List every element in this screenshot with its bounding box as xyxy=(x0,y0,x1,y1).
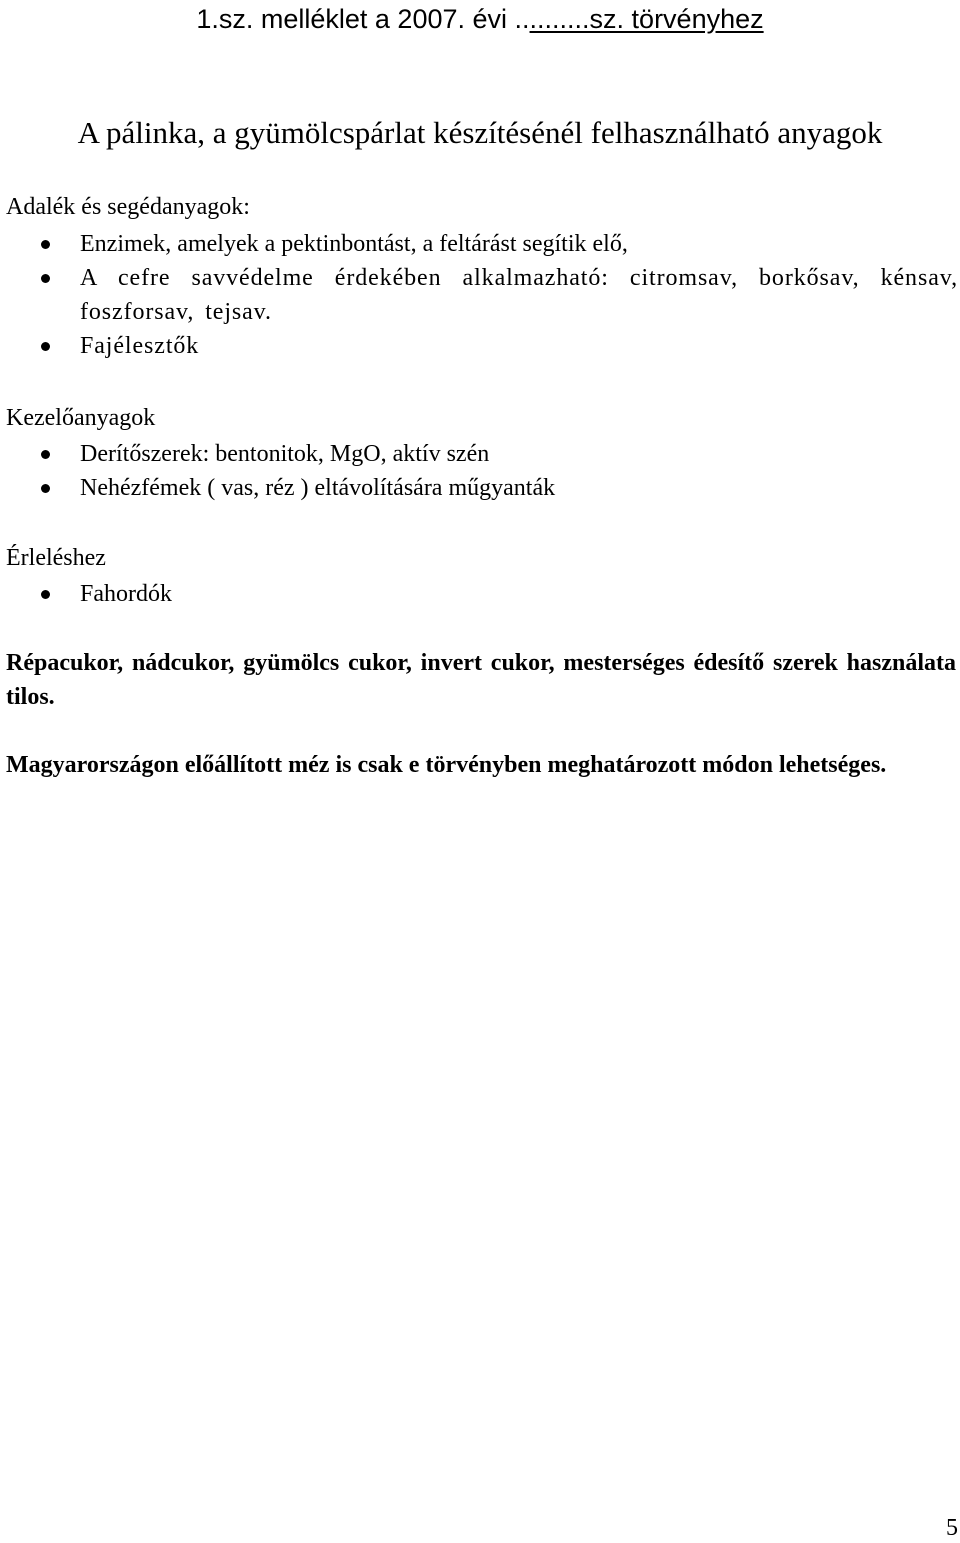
list-item xyxy=(0,329,960,363)
list-item-text: Fajélesztők xyxy=(80,333,200,359)
list-item-text: Nehézfémek ( vas, réz ) eltávolítására műgyanták xyxy=(80,475,556,501)
sugar-ban-paragraph: Répacukor, nádcukor, gyümölcs cukor, invert cukor, mesterséges édesítő szerek használata tilos. xyxy=(6,650,956,710)
bullet-icon xyxy=(41,450,50,459)
additives-list xyxy=(0,227,960,363)
annex-header-prefix: 1.sz. melléklet a 2007. évi .. xyxy=(196,4,530,34)
list-item xyxy=(0,471,960,505)
page-number: 5 xyxy=(946,1515,958,1541)
list-item-text: A cefre savvédelme érdekében alkalmazható: citromsav, borkősav, kénsav, foszforsav, tejsav. xyxy=(80,265,958,325)
list-item-text: Enzimek, amelyek a pektinbontást, a feltárást segítik elő, xyxy=(80,231,628,257)
bullet-icon xyxy=(41,484,50,493)
bullet-icon xyxy=(41,590,50,599)
list-item xyxy=(0,437,960,471)
aging-heading: Érleléshez xyxy=(6,545,106,571)
honey-paragraph: Magyarországon előállított méz is csak e törvényben meghatározott módon lehetséges. xyxy=(6,752,887,778)
treatment-list xyxy=(0,437,960,505)
bullet-icon xyxy=(41,240,50,249)
list-item-text: Fahordók xyxy=(80,581,172,607)
list-item-text: Derítőszerek: bentonitok, MgO, aktív szén xyxy=(80,441,490,467)
aging-list xyxy=(0,577,960,611)
list-item xyxy=(0,227,960,261)
page-title: A pálinka, a gyümölcspárlat készítésénél felhasználható anyagok xyxy=(77,115,883,150)
list-item xyxy=(0,577,960,611)
annex-header xyxy=(0,2,960,36)
bullet-icon xyxy=(41,274,50,283)
additives-heading: Adalék és segédanyagok: xyxy=(6,194,250,220)
list-item xyxy=(0,261,960,329)
bullet-icon xyxy=(41,342,50,351)
annex-header-underlined: ........sz. törvényhez xyxy=(529,4,764,34)
treatment-heading: Kezelőanyagok xyxy=(6,405,156,431)
